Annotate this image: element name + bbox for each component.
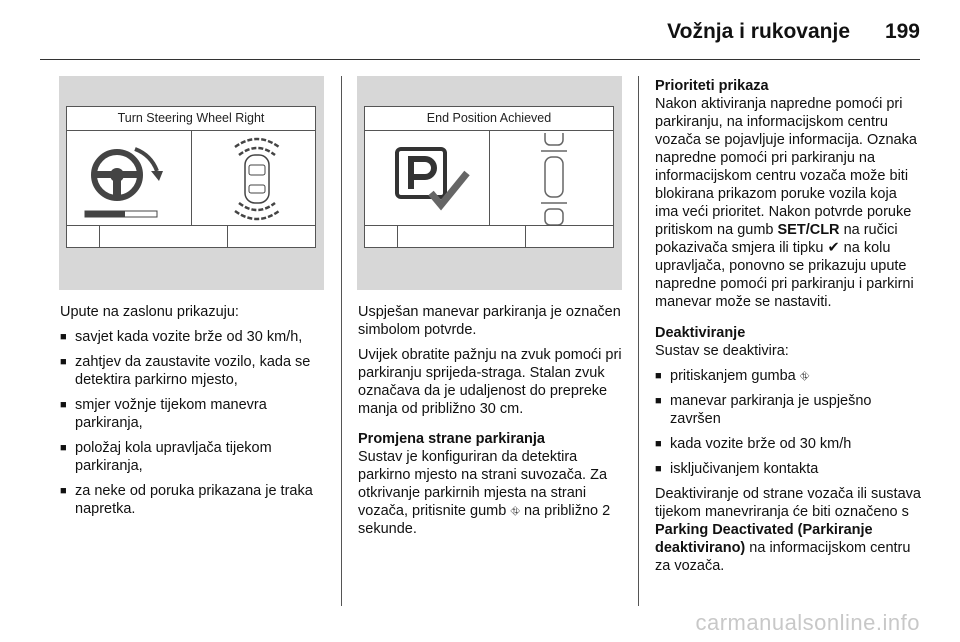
priorities-text: Nakon aktiviranja napredne pomoći pri parkiranju, na informacijskom centru vozača se pojavljuje informacija. Oznaka napredne pomoći pri parkiranju na informacijskom centru vozača može biti blokirana prikazom poruke vozila koja ima veći prioritet. Nakon potvrde poruke pritiskom na gumb SET/CLR na ručici pokazivača smjera ili tipku ✔ na kolu upravljača, ponovno se prikazuju upute napredne pomoći pri parkiranju i parkirni manevar može se nastaviti. — [655, 96, 917, 310]
list-item: ■ isključivanjem kontakta — [655, 460, 923, 478]
section-title: Vožnja i rukovanje — [667, 20, 850, 43]
deactivation-intro: Sustav se deaktivira: — [655, 343, 789, 359]
list-item: ■ za neke od poruka prikazana je traka napretka. — [60, 482, 328, 518]
parking-button-icon: ⛗ — [510, 504, 520, 518]
list-item: ■ kada vozite brže od 30 km/h — [655, 435, 923, 453]
display-instructions-list — [60, 328, 328, 518]
list-item: ■ smjer vožnje tijekom manevra parkiranja, — [60, 396, 328, 432]
steering-wheel-icon — [83, 141, 183, 221]
car-sensor-icon — [217, 133, 297, 225]
column-2-text — [358, 303, 626, 545]
heading-side-change: Promjena strane parkiranja — [358, 431, 545, 447]
list-item: ■ pritiskanjem gumba ⛗ — [655, 367, 923, 385]
display-screen-2 — [364, 106, 614, 248]
heading-deactivation: Deaktiviranje — [655, 325, 746, 341]
list-item: ■ položaj kola upravljača tijekom parkiranja, — [60, 439, 328, 475]
watermark: carmanualsonline.info — [695, 610, 920, 635]
deactivation-list — [655, 367, 923, 478]
set-clr-label: SET/CLR — [777, 222, 840, 238]
list-item: ■ zahtjev da zaustavite vozilo, kada se detektira parkirno mjesto, — [60, 353, 328, 389]
heading-display-priorities: Prioriteti prikaza — [655, 78, 769, 94]
list-item: ■ savjet kada vozite brže od 30 km/h, — [60, 328, 328, 346]
screen-title-2: End Position Achieved — [365, 107, 613, 131]
column-divider-2 — [638, 76, 639, 606]
parking-confirm-icon — [393, 145, 473, 215]
check-icon: ✔ — [827, 240, 840, 256]
list-item: ■ manevar parkiranja je uspješno završen — [655, 392, 923, 428]
figure-steering-wheel — [59, 76, 324, 290]
header-rule — [40, 59, 920, 60]
intro-text: Upute na zaslonu prikazuju: — [60, 304, 239, 320]
figure-end-position — [357, 76, 622, 290]
column-3-text — [655, 77, 923, 582]
deactivation-note: Deaktiviranje od strane vozača ili sustava tijekom manevriranja će biti označeno s Parking Deactivated (Parkiranje deaktivirano) na informacijskom centru za vozača. — [655, 486, 921, 574]
column-1-text — [60, 303, 328, 525]
parking-button-icon: ⛗ — [799, 369, 810, 383]
success-text: Uspješan manevar parkiranja je označen simbolom potvrde. — [358, 304, 621, 338]
page-header — [0, 0, 960, 60]
sound-text: Uvijek obratite pažnju na zvuk pomoći pri parkiranju sprijeda-straga. Stalan zvuk označava da je udaljenost do prepreke manja od približno 30 cm. — [358, 347, 622, 417]
car-gap-icon — [525, 133, 585, 225]
page-number: 199 — [884, 20, 920, 43]
display-screen-1 — [66, 106, 316, 248]
column-divider-1 — [341, 76, 342, 606]
parking-deactivated-label: Parking Deactivated (Parkiranje deaktivirano) — [655, 522, 873, 556]
side-change-text: Sustav je konfiguriran da detektira parkirno mjesto na strani suvozača. Za otkrivanje parkirnih mjesta na strani vozača, pritisnite gumb ⛗ na približno 2 sekunde. — [358, 449, 611, 537]
screen-title-1: Turn Steering Wheel Right — [67, 107, 315, 131]
